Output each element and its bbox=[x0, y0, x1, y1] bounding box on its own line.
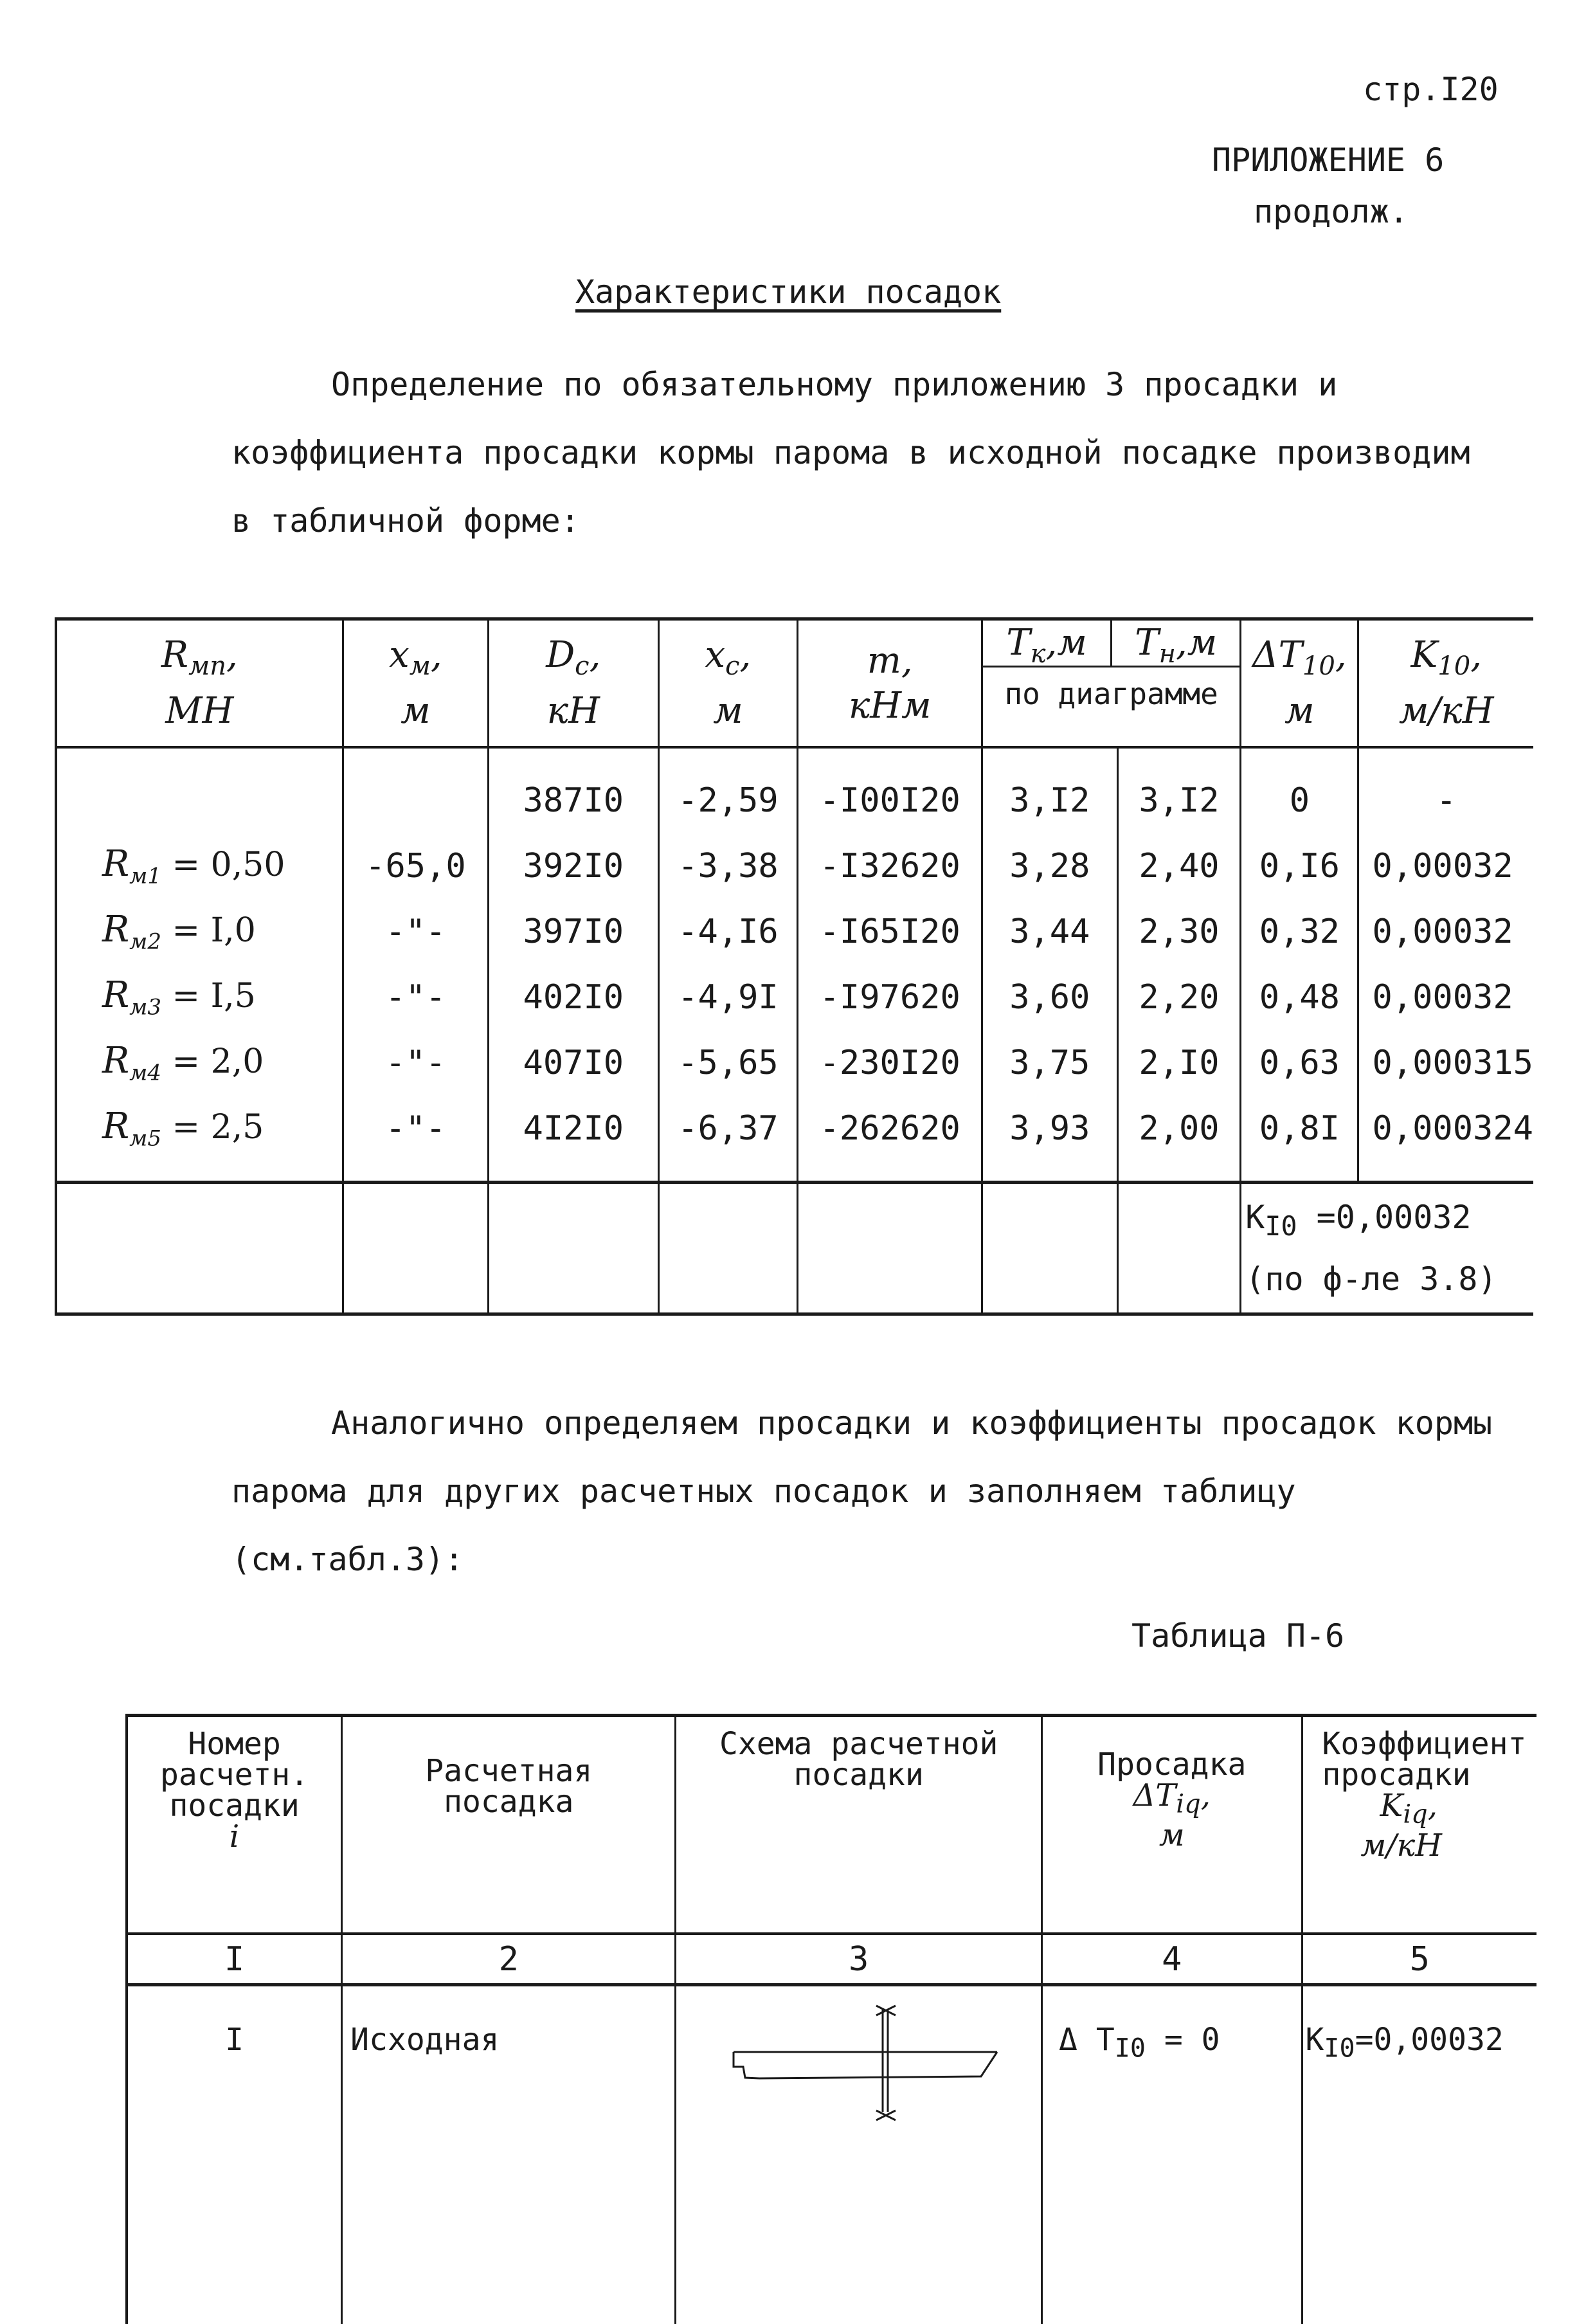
tn-cell: 2,I0 bbox=[1117, 1030, 1241, 1096]
tk-cell: 3,93 bbox=[982, 1096, 1117, 1183]
table-row bbox=[56, 747, 1533, 833]
second-paragraph: Аналогично определяем просадки и коэффициенты просадок кормы парома для других расчетных посадок и заполняем таблицу (см.табл.3): bbox=[231, 1389, 1504, 1593]
dt-cell: 0 bbox=[1241, 747, 1358, 833]
continued-label: продолж. bbox=[1254, 193, 1409, 230]
dt-cell: 0,32 bbox=[1241, 899, 1358, 965]
xc-cell: -4,I6 bbox=[658, 899, 798, 965]
k-cell: 0,00032 bbox=[1358, 965, 1533, 1030]
k-cell: 0,000315 bbox=[1358, 1030, 1533, 1096]
intro-paragraph: Определение по обязательному приложению 3 просадки и коэффициента просадки кормы парома в исходной посадке производим в табличной форме: bbox=[231, 350, 1504, 555]
dt-cell: 0,63 bbox=[1241, 1030, 1358, 1096]
tk-cell: 3,44 bbox=[982, 899, 1117, 965]
hull-scheme-diagram bbox=[708, 1993, 1010, 2134]
xc-cell: -2,59 bbox=[658, 747, 798, 833]
tk-cell: 3,60 bbox=[982, 965, 1117, 1030]
r-cell: $R_{м1} = 0,50$ bbox=[56, 833, 343, 899]
xm-cell: -"- bbox=[343, 1096, 488, 1183]
k-cell: 0,000324 bbox=[1358, 1096, 1533, 1183]
xc-cell: -4,9I bbox=[658, 965, 798, 1030]
tk-cell: 3,I2 bbox=[982, 747, 1117, 833]
tn-cell: 3,I2 bbox=[1117, 747, 1241, 833]
m-cell: -I97620 bbox=[798, 965, 982, 1030]
header-tk: $T_к,м$ bbox=[983, 621, 1112, 666]
m-cell: -I00I20 bbox=[798, 747, 982, 833]
r-cell: $R_{м3} = I,5$ bbox=[56, 965, 343, 1030]
header-m: m, кНм bbox=[798, 619, 982, 748]
tn-cell: 2,20 bbox=[1117, 965, 1241, 1030]
dc-cell: 392I0 bbox=[489, 833, 658, 899]
dt-cell: 0,I6 bbox=[1241, 833, 1358, 899]
header-dt: $\Delta T_{10}$, м bbox=[1241, 619, 1358, 748]
section-title: Характеристики посадок bbox=[575, 273, 1001, 311]
table-row bbox=[56, 1096, 1533, 1183]
header-k: $K_{10}$, м/кН bbox=[1358, 619, 1533, 748]
table-footer-row bbox=[56, 1183, 1533, 1314]
draft-number: I bbox=[127, 1985, 342, 2324]
xm-cell: -"- bbox=[343, 1030, 488, 1096]
header-coefficient: Коэффициент просадки $K_{iq}$, м/кН bbox=[1302, 1716, 1536, 1934]
settlement-cell: Δ $T_{I0} = 0$ bbox=[1042, 1985, 1302, 2324]
table-header-row bbox=[56, 619, 1533, 748]
xm-cell: -"- bbox=[343, 899, 488, 965]
header-drafts bbox=[982, 619, 1240, 748]
xm-cell: -"- bbox=[343, 965, 488, 1030]
table-caption: Таблица П-6 bbox=[1131, 1617, 1344, 1655]
table-row bbox=[127, 1985, 1536, 2324]
header-xm: $x_м$, м bbox=[343, 619, 488, 748]
r-cell bbox=[56, 747, 343, 833]
draft-name: Исходная bbox=[342, 1985, 676, 2324]
column-number-row bbox=[127, 1934, 1536, 1985]
tn-cell: 2,00 bbox=[1117, 1096, 1241, 1183]
tk-cell: 3,75 bbox=[982, 1030, 1117, 1096]
column-number: 2 bbox=[342, 1934, 676, 1985]
dt-cell: 0,8I bbox=[1241, 1096, 1358, 1183]
tn-cell: 2,40 bbox=[1117, 833, 1241, 899]
dc-cell: 387I0 bbox=[489, 747, 658, 833]
xm-cell: -65,0 bbox=[343, 833, 488, 899]
settlement-table bbox=[55, 617, 1533, 1316]
xm-cell bbox=[343, 747, 488, 833]
column-number: I bbox=[127, 1934, 342, 1985]
dc-cell: 4I2I0 bbox=[489, 1096, 658, 1183]
column-number: 3 bbox=[676, 1934, 1042, 1985]
tn-cell: 2,30 bbox=[1117, 899, 1241, 965]
r-cell: $R_{м2} = I,0$ bbox=[56, 899, 343, 965]
column-number: 4 bbox=[1042, 1934, 1302, 1985]
header-xc: $x_с$, м bbox=[658, 619, 798, 748]
header-rmn: $R_{мп}$, МН bbox=[56, 619, 343, 748]
table-header-row bbox=[127, 1716, 1536, 1934]
k-cell: 0,00032 bbox=[1358, 899, 1533, 965]
header-dc: $D_с$, кН bbox=[489, 619, 658, 748]
table-row bbox=[56, 899, 1533, 965]
xc-cell: -3,38 bbox=[658, 833, 798, 899]
column-number: 5 bbox=[1302, 1934, 1536, 1985]
table-row bbox=[56, 965, 1533, 1030]
header-by-diagram: по диаграмме bbox=[983, 667, 1239, 716]
header-tn: $T_н,м$ bbox=[1112, 621, 1239, 666]
xc-cell: -6,37 bbox=[658, 1096, 798, 1183]
k10-result: $K_{I0} =0,00032$ (по ф-ле 3.8) bbox=[1241, 1183, 1533, 1314]
dc-cell: 407I0 bbox=[489, 1030, 658, 1096]
page-number: стр.I20 bbox=[1363, 71, 1499, 108]
tk-cell: 3,28 bbox=[982, 833, 1117, 899]
m-cell: -262620 bbox=[798, 1096, 982, 1183]
header-settlement: Просадка $\Delta T_{iq}$, м bbox=[1042, 1716, 1302, 1934]
dc-cell: 397I0 bbox=[489, 899, 658, 965]
xc-cell: -5,65 bbox=[658, 1030, 798, 1096]
design-drafts-table bbox=[125, 1714, 1536, 2324]
k-cell: - bbox=[1358, 747, 1533, 833]
dc-cell: 402I0 bbox=[489, 965, 658, 1030]
r-cell: $R_{м5} = 2,5$ bbox=[56, 1096, 343, 1183]
table-row bbox=[56, 833, 1533, 899]
scheme-cell bbox=[676, 1985, 1042, 2324]
header-number: Номер расчетн. посадки i bbox=[127, 1716, 342, 1934]
m-cell: -I32620 bbox=[798, 833, 982, 899]
dt-cell: 0,48 bbox=[1241, 965, 1358, 1030]
k-cell: 0,00032 bbox=[1358, 833, 1533, 899]
r-cell: $R_{м4} = 2,0$ bbox=[56, 1030, 343, 1096]
table-row bbox=[56, 1030, 1533, 1096]
coefficient-cell: $K_{I0}=0,00032$ bbox=[1302, 1985, 1536, 2324]
m-cell: -230I20 bbox=[798, 1030, 982, 1096]
header-scheme: Схема расчетной посадки bbox=[676, 1716, 1042, 1934]
header-design-draft: Расчетная посадка bbox=[342, 1716, 676, 1934]
appendix-label: ПРИЛОЖЕНИЕ 6 bbox=[1212, 141, 1444, 179]
m-cell: -I65I20 bbox=[798, 899, 982, 965]
